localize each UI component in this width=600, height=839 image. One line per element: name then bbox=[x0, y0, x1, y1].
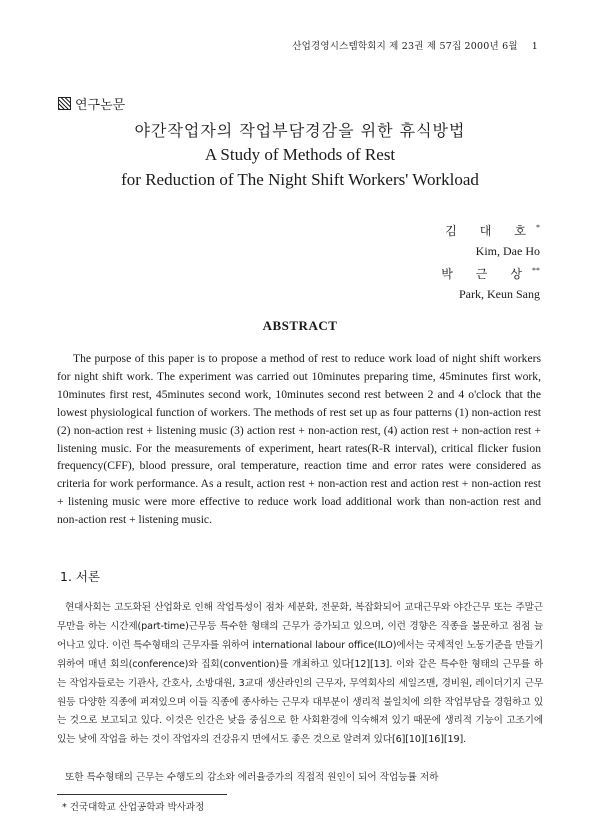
abstract-heading: ABSTRACT bbox=[262, 318, 338, 333]
square-bullet-icon bbox=[58, 97, 71, 110]
author-1-korean: 김 대 호* bbox=[445, 223, 540, 238]
journal-header bbox=[0, 38, 538, 52]
journal-citation: 산업경영시스템학회지 제 23권 제 57집 2000년 6월 bbox=[292, 41, 518, 52]
title-english-line-1: A Study of Methods of Rest bbox=[204, 145, 396, 164]
section-heading: 1. 서론 bbox=[60, 569, 101, 584]
footnote: * 건국대학교 산업공학과 박사과정 bbox=[62, 802, 205, 813]
abstract-text: The purpose of this paper is to propose a method of rest to reduce work load of night shift workers for night shift work. The experiment was carried out 10minutes preparing time, 45minutes first work, 10minutes first rest, 45minutes second work, 10minutes second rest between 2 and 4 o'clock that the lowest physiological function of workers. The methods of rest set up as four patterns (1) non-action rest (2) non-action rest + listening music (3) action rest + non-action rest, (4) action rest + non-action rest + listening music. For the measurements of experiment, heart rates(R-R interval), critical flicker fusion frequency(CFF), blood pressure, oral temperature, reaction time and error rates were considered as criteria for work performance. As a result, action rest + non-action rest and action rest + non-action rest + listening music were more effective to reduce work load additional work than non-action rest and non-action rest + listening music. bbox=[57, 352, 541, 527]
footnote-divider bbox=[57, 794, 227, 795]
page-number: 1 bbox=[531, 41, 538, 52]
title-korean: 야간작업자의 작업부담경감을 위한 휴식방법 bbox=[134, 121, 466, 140]
author-2-korean: 박 근 상** bbox=[441, 266, 540, 281]
category-label: 연구논문 bbox=[75, 98, 126, 113]
body-paragraph-1: 현대사회는 고도화된 산업화로 인해 작업특성이 점차 세분화, 전문화, 복잡화되어 교대근무와 야간근무 또는 주말근무만을 하는 시간제(part-time)근무등 특수한 형태의 근무가 증가되고 있으며, 이런 경향은 직종을 불문하고 점점 늘어나고 있다. 이런 특수형태의 근무자를 위하여 international labour office(ILO)에서는 국제적인 노동기준을 만들기 위하여 매년 회의(conference)와 집회(convention)를 개최하고 있다[12][13]. 이와 같은 특수한 형태의 근무를 하는 작업자들로는 기관사, 간호사, 소방대원, 3교대 생산라인의 근무자, 무역회사의 세일즈맨, 경비원, 레이더기지 근무원등 다양한 직종에 퍼져있으며 이들 직종에 종사하는 근무자 대부분이 생리적 불일치에 의한 작업부담을 경험하고 있는 것으로 보고되고 있다. 이것은 인간은 낮을 중심으로 한 사회환경에 익숙해져 있기 때문에 생리적 기능이 고조기에 있는 낮에 작업을 하는 것이 작업자의 건강유지 면에서도 좋은 것으로 알려져 있다[6][10][16][19]. bbox=[57, 602, 543, 746]
paper-category bbox=[58, 94, 125, 113]
title-english-line-2: for Reduction of The Night Shift Workers' Workload bbox=[121, 170, 479, 189]
body-paragraph-2: 또한 특수형태의 근무는 수행도의 감소와 에러율증가의 직접적 원인이 되어 작업능률 저하 bbox=[65, 772, 439, 783]
author-block bbox=[441, 218, 540, 304]
author-1-english: Kim, Dae Ho bbox=[475, 244, 540, 258]
author-2-english: Park, Keun Sang bbox=[459, 287, 540, 301]
